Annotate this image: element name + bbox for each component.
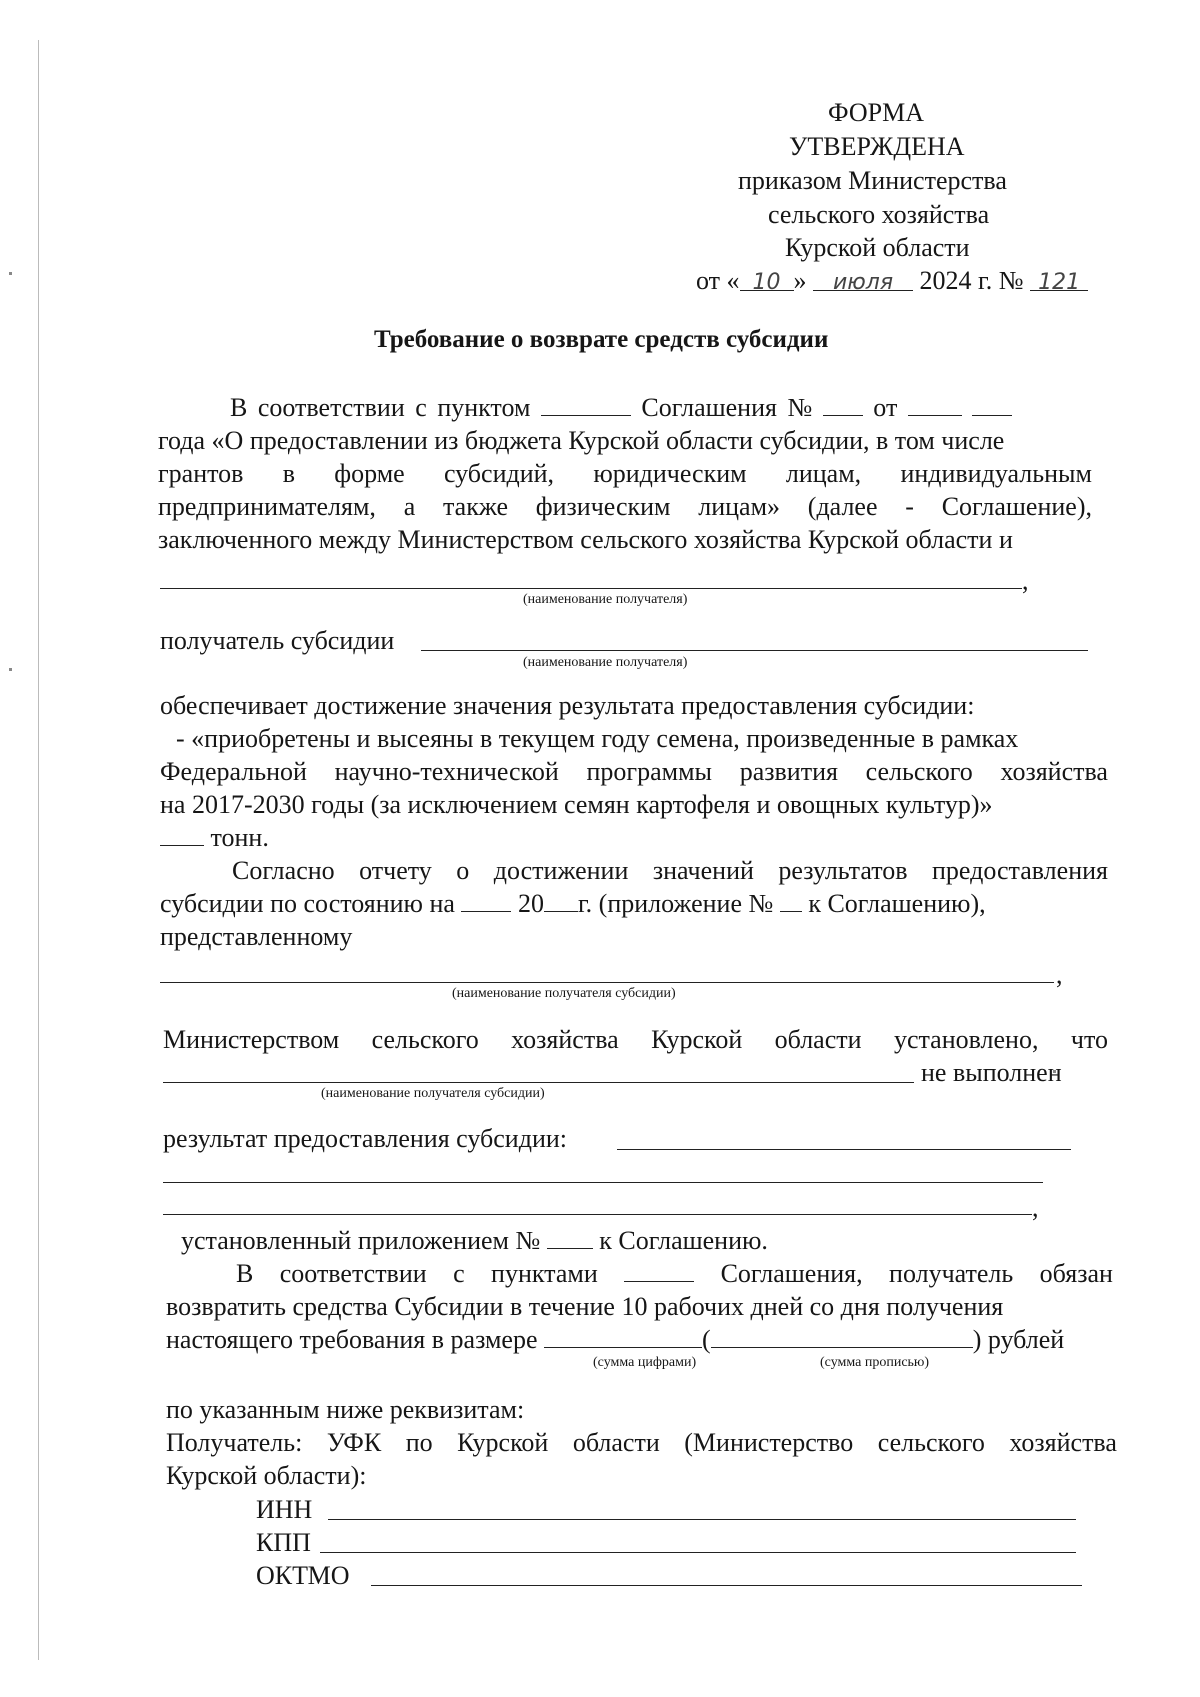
date-prefix: от « [696,266,740,295]
para2-line4: на 2017-2030 годы (за исключением семян картофеля и овощных культур)» [160,790,993,819]
recipient-label: получатель субсидии [160,626,395,655]
date-month: июля [813,268,913,291]
document-title: Требование о возврате средств субсидии [374,326,829,353]
para1-line2: года «О предоставлении из бюджета Курской области субсидии, в том числе [158,426,1005,455]
para1-line3: грантов в форме субсидий, юридическим лицам, индивидуальным [158,459,1092,488]
recipient-subsidy-line-2[interactable] [163,1082,914,1083]
tonnes-blank[interactable] [160,823,204,846]
date-day: 10 [740,268,794,291]
para3-line3: представленному [160,922,353,951]
para5-line2: возвратить средства Субсидии в течение 10 рабочих дней со дня получения [166,1292,1004,1321]
kpp-label: КПП [256,1528,311,1557]
para3-line1: Согласно отчету о достижении значений результатов предоставления [232,856,1108,885]
header-approved: УТВЕРЖДЕНА [789,132,965,161]
para5-line6: Курской области): [166,1461,367,1490]
header-form: ФОРМА [828,98,924,127]
agreement-year-blank[interactable] [972,393,1012,416]
recipient-name-line[interactable] [160,588,1022,589]
caption-recipient-subsidy-2: (наименование получателя субсидии) [321,1086,545,1101]
caption-sum-words: (сумма прописью) [820,1355,930,1370]
para1-line5: заключенного между Министерством сельского хозяйства Курской области и [158,525,1013,554]
para3-line2: субсидии по состоянию на 20 г. (приложение № к Соглашению), [160,889,986,918]
scan-speck [9,272,12,275]
date-year: 2024 г. № [919,266,1024,295]
inn-field[interactable] [328,1519,1076,1520]
result-line-1[interactable] [617,1149,1071,1150]
oktmo-label: ОКТМО [256,1561,350,1590]
caption-recipient-2: (наименование получателя) [523,655,688,670]
not-fulfilled: не выполнен [921,1058,1062,1087]
kpp-field[interactable] [320,1552,1076,1553]
date-mid: » [793,266,807,295]
recipient-subsidy-line[interactable] [160,982,1054,983]
clause-number-blank[interactable] [541,393,631,416]
para5-line5: Получатель: УФК по Курской области (Министерство сельского хозяйства [166,1428,1117,1457]
appendix-number-blank[interactable] [780,889,802,912]
para2-line1: обеспечивает достижение значения результата предоставления субсидии: [160,691,975,720]
caption-recipient-subsidy: (наименование получателя субсидии) [452,986,676,1001]
para1-line4: предпринимателям, а также физическим лицам» (далее - Соглашение), [158,492,1092,521]
result-line-3[interactable] [163,1214,1032,1215]
report-date-blank[interactable] [461,889,511,912]
header-order-date [696,266,1088,296]
caption-sum-digits: (сумма цифрами) [593,1355,697,1370]
result-line-2[interactable] [163,1182,1043,1183]
inn-label: ИНН [256,1495,313,1524]
para4-line1: Министерством сельского хозяйства Курской области установлено, что [163,1025,1108,1054]
header-order-line1: приказом Министерства [738,166,1007,195]
scan-speck [9,668,12,671]
clauses-blank[interactable] [624,1259,694,1282]
caption-recipient: (наименование получателя) [523,592,688,607]
appendix-line: установленный приложением № к Соглашению. [181,1226,768,1255]
order-number: 121 [1030,268,1088,291]
recipient-comma: , [1022,566,1029,595]
result-comma: , [1032,1193,1039,1222]
sum-digits-blank[interactable] [544,1325,702,1348]
sum-words-blank[interactable] [711,1325,973,1348]
scan-left-edge [38,40,39,1660]
recipient-subsidy-comma: , [1056,960,1063,989]
agreement-date-blank[interactable] [908,393,962,416]
para1-line1: В соответствии с пунктом Соглашения № от [230,393,1012,423]
report-year-blank[interactable] [544,889,578,912]
para2-line5: тонн. [160,823,269,853]
recipient-name-line-2[interactable] [421,650,1088,651]
para2-line3: Федеральной научно-технической программы развития сельского хозяйства [160,757,1108,786]
para2-line2: - «приобретены и высеяны в текущем году семена, произведенные в рамках [176,724,1019,753]
header-order-line3: Курской области [785,233,970,262]
result-label: результат предоставления субсидии: [163,1124,567,1153]
para5-line4: по указанным ниже реквизитам: [166,1395,525,1424]
header-order-line2: сельского хозяйства [768,200,990,229]
agreement-number-blank[interactable] [823,393,863,416]
para5-line1: В соответствии с пунктами Соглашения, получатель обязан [236,1259,1113,1288]
appendix-no-blank[interactable] [547,1226,593,1249]
para5-line3: настоящего требования в размере ( ) рублей [166,1325,1065,1354]
oktmo-field[interactable] [371,1585,1082,1586]
